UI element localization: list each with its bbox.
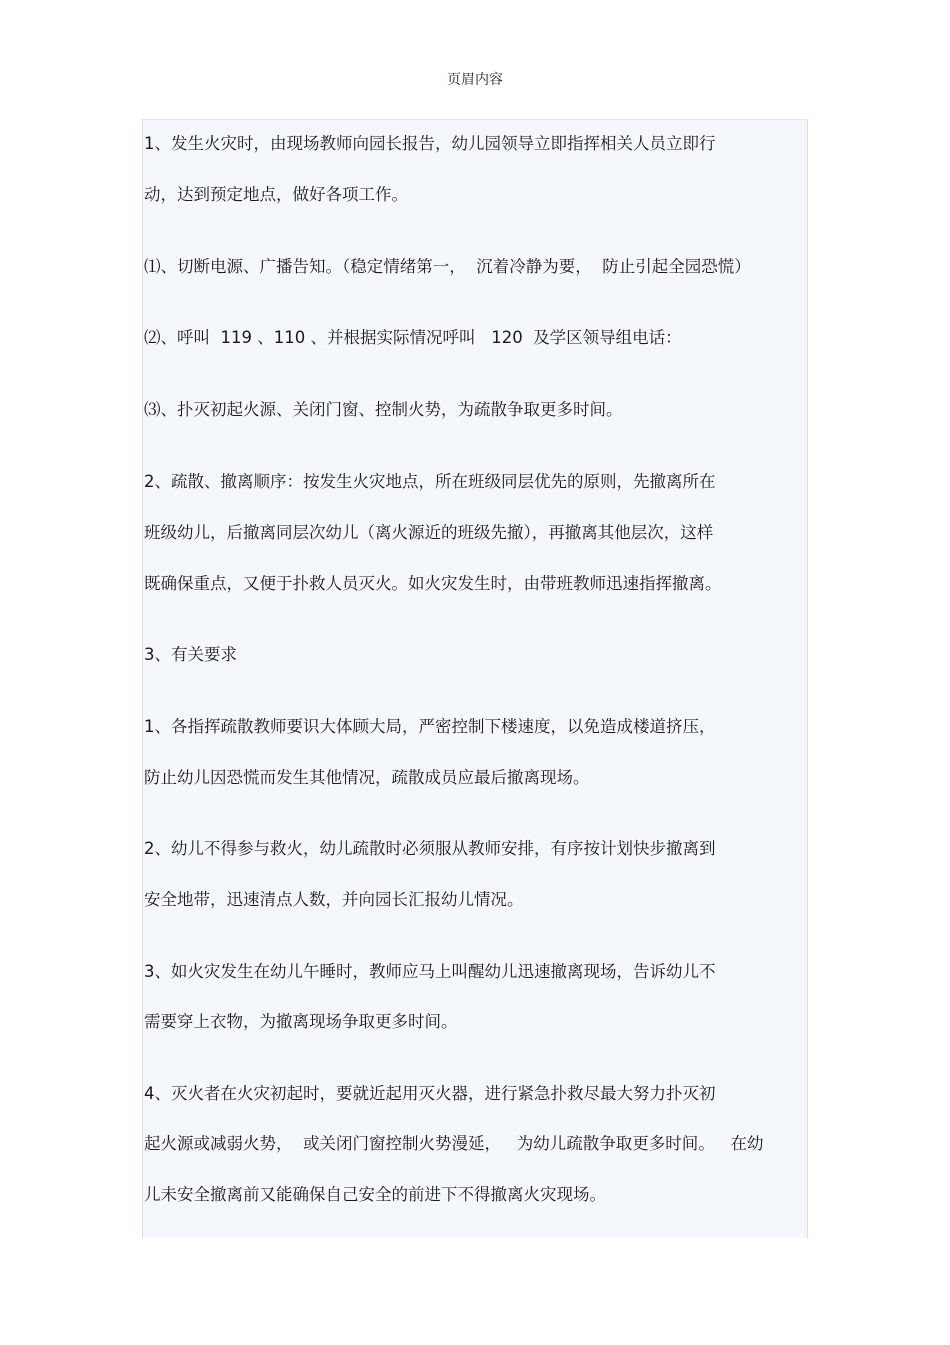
text-line: 2、幼儿不得参与救火，幼儿疏散时必须服从教师安排，有序按计划快步撤离到 <box>144 839 716 858</box>
text-line: ⑶、扑灭初起火源、关闭门窗、控制火势，为疏散争取更多时间。 <box>144 400 623 419</box>
text-line: 防止幼儿因恐慌而发生其他情况，疏散成员应最后撤离现场。 <box>144 768 590 787</box>
text-line: 班级幼儿，后撤离同层次幼儿（离火源近的班级先撤），再撤离其他层次，这样 <box>144 523 714 542</box>
text-line: ⑵、呼叫 119 、110 、并根据实际情况呼叫 120 及学区领导组电话： <box>144 328 682 347</box>
section-heading: 3、有关要求 <box>144 645 237 664</box>
text-line: 动，达到预定地点，做好各项工作。 <box>144 185 408 204</box>
text-line: 4、灭火者在火灾初起时，要就近起用灭火器，进行紧急扑救尽最大努力扑灭初 <box>144 1084 716 1103</box>
text-line: 3、如火灾发生在幼儿午睡时，教师应马上叫醒幼儿迅速撤离现场，告诉幼儿不 <box>144 962 716 981</box>
text-line: 需要穿上衣物，为撤离现场争取更多时间。 <box>144 1012 458 1031</box>
text-line: 既确保重点，又便于扑救人员灭火。如火灾发生时，由带班教师迅速指挥撤离。 <box>144 574 722 593</box>
text-line: ⑴、切断电源、广播告知。（稳定情绪第一， 沉着冷静为要， 防止引起全园恐慌） <box>144 257 751 276</box>
text-line: 1、各指挥疏散教师要识大体顾大局，严密控制下楼速度，以免造成楼道挤压， <box>144 717 716 736</box>
text-line: 2、疏散、撤离顺序：按发生火灾地点，所在班级同层优先的原则，先撤离所在 <box>144 472 716 491</box>
text-line: 安全地带，迅速清点人数，并向园长汇报幼儿情况。 <box>144 890 524 909</box>
text-line: 起火源或减弱火势， 或关闭门窗控制火势漫延， 为幼儿疏散争取更多时间。 在幼 <box>144 1134 764 1153</box>
text-line: 1、发生火灾时，由现场教师向园长报告，幼儿园领导立即指挥相关人员立即行 <box>144 134 716 153</box>
text-line: 儿未安全撤离前又能确保自己安全的前进下不得撤离火灾现场。 <box>144 1185 606 1204</box>
page-header: 页眉内容 <box>447 72 503 88</box>
content-area <box>142 119 808 1238</box>
